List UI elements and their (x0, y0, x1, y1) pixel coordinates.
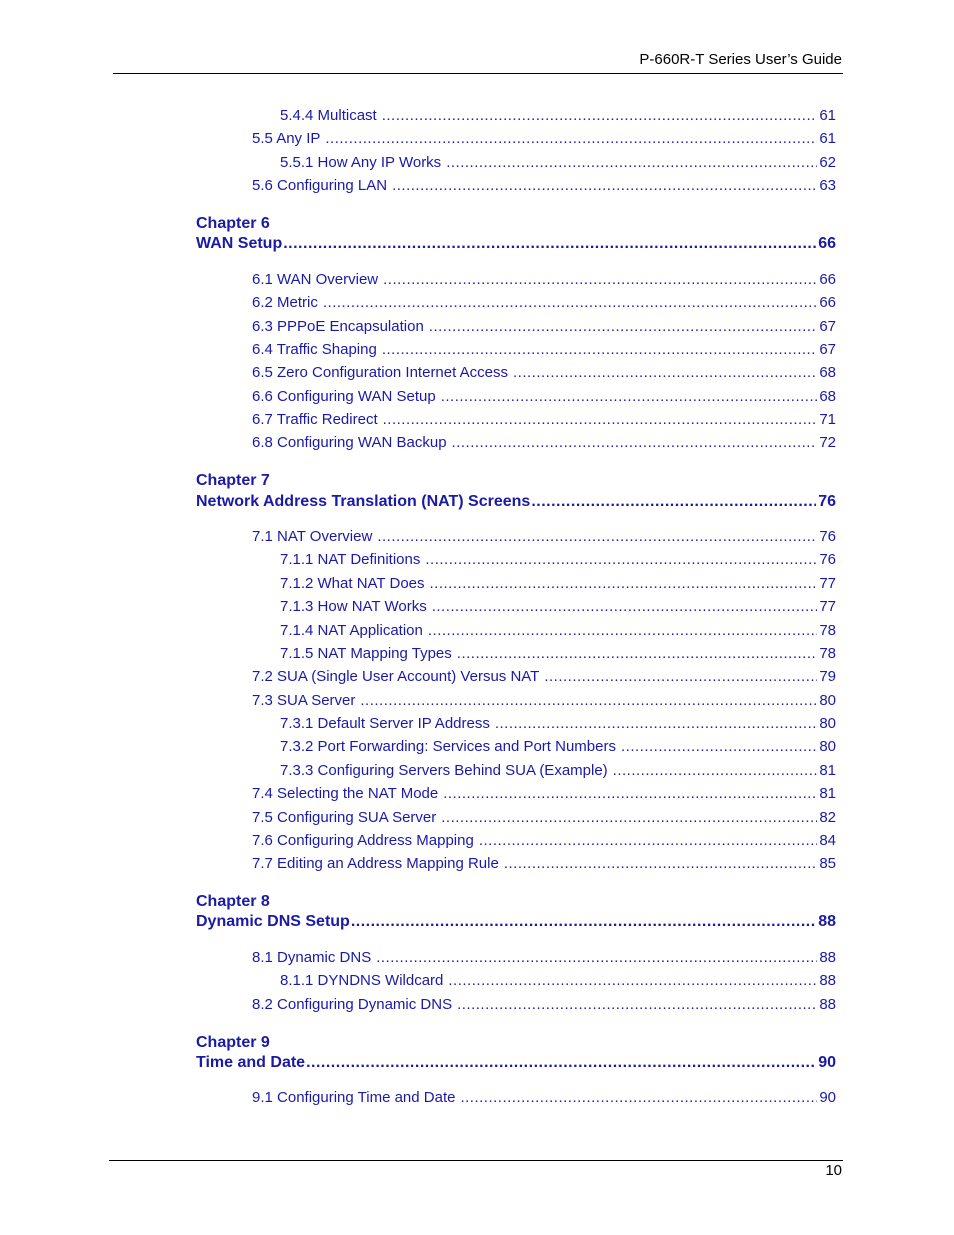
toc-entry-link[interactable] (252, 364, 836, 382)
dot-leader (382, 341, 818, 359)
toc-entry-link[interactable] (252, 411, 836, 429)
toc-entry-page-number: 80 (819, 738, 836, 755)
toc-entry-title: 6.2 Metric (252, 294, 318, 311)
toc-entry-title: 7.1.1 NAT Definitions (280, 551, 421, 568)
toc-entry-link[interactable] (280, 575, 836, 593)
toc-entry-page-number: 82 (819, 809, 836, 826)
dot-leader (392, 177, 817, 195)
dot-leader (377, 528, 817, 546)
toc-entry-page-number: 66 (819, 271, 836, 288)
dot-leader (383, 271, 817, 289)
toc-entry-link[interactable] (252, 528, 836, 546)
dot-leader (383, 411, 818, 429)
toc-entry-page-number: 81 (819, 762, 836, 779)
toc-entry-page-number: 88 (819, 972, 836, 989)
toc-entry-page-number: 71 (819, 411, 836, 428)
toc-entry-link[interactable] (252, 692, 836, 710)
toc-entry-page-number: 61 (819, 107, 836, 124)
toc-entry-page-number: 88 (819, 949, 836, 966)
toc-entry-title: 7.3.3 Configuring Servers Behind SUA (Example) (280, 762, 608, 779)
chapter-page-number: 76 (818, 493, 836, 510)
toc-entry-link[interactable] (252, 271, 836, 289)
toc-entry-page-number: 66 (819, 294, 836, 311)
toc-entry-title: 5.5 Any IP (252, 130, 321, 147)
dot-leader (448, 972, 817, 990)
toc-entry-title: 7.4 Selecting the NAT Mode (252, 785, 439, 802)
chapter-label[interactable]: Chapter 6 (196, 215, 270, 232)
toc-entry-link[interactable] (280, 715, 836, 733)
toc-entry-page-number: 79 (819, 668, 836, 685)
dot-leader (446, 154, 817, 172)
toc-entry-link[interactable] (252, 855, 836, 873)
dot-leader (441, 809, 817, 827)
toc-entry-title: 7.2 SUA (Single User Account) Versus NAT (252, 668, 540, 685)
toc-entry-link[interactable] (252, 996, 836, 1014)
toc-entry-page-number: 76 (819, 551, 836, 568)
toc-entry-title: 7.1.4 NAT Application (280, 622, 423, 639)
chapter-page-number: 66 (818, 235, 836, 252)
dot-leader (430, 575, 818, 593)
toc-entry-link[interactable] (280, 107, 836, 125)
dot-leader (360, 692, 817, 710)
chapter-title: WAN Setup (196, 235, 283, 252)
toc-entry-page-number: 80 (819, 715, 836, 732)
dot-leader (544, 668, 817, 686)
toc-entry-page-number: 78 (819, 645, 836, 662)
chapter-title: Dynamic DNS Setup (196, 913, 350, 930)
toc-entry-title: 7.7 Editing an Address Mapping Rule (252, 855, 499, 872)
chapter-label[interactable]: Chapter 7 (196, 472, 270, 489)
toc-entry-title: 7.3.2 Port Forwarding: Services and Port Numbers (280, 738, 616, 755)
toc-entry-page-number: 84 (819, 832, 836, 849)
toc-entry-link[interactable] (252, 668, 836, 686)
toc-entry-title: 8.1 Dynamic DNS (252, 949, 372, 966)
toc-entry-title: 6.3 PPPoE Encapsulation (252, 318, 424, 335)
toc-entry-page-number: 81 (819, 785, 836, 802)
toc-entry-link[interactable] (280, 154, 836, 172)
dot-leader (382, 107, 818, 125)
toc-entry-title: 7.5 Configuring SUA Server (252, 809, 437, 826)
toc-entry-page-number: 88 (819, 996, 836, 1013)
dot-leader (323, 294, 817, 312)
dot-leader (460, 1089, 817, 1107)
chapter-label[interactable]: Chapter 9 (196, 1034, 270, 1051)
toc-entry-title: 6.6 Configuring WAN Setup (252, 388, 436, 405)
chapter-title: Time and Date (196, 1054, 306, 1071)
toc-entry-page-number: 63 (819, 177, 836, 194)
toc-entry-title: 8.1.1 DYNDNS Wildcard (280, 972, 444, 989)
toc-entry-link[interactable] (252, 434, 836, 452)
header-title: P-660R-T Series User’s Guide (639, 51, 842, 68)
toc-entry-title: 7.1.5 NAT Mapping Types (280, 645, 452, 662)
toc-entry-link[interactable] (280, 551, 836, 569)
chapter-title-link[interactable] (196, 1053, 836, 1072)
toc-entry-link[interactable] (280, 622, 836, 640)
toc-entry-link[interactable] (280, 972, 836, 990)
toc-entry-title: 7.1 NAT Overview (252, 528, 373, 545)
chapter-title-link[interactable] (196, 912, 836, 931)
header-rule (113, 73, 843, 74)
dot-leader (457, 645, 818, 663)
dot-leader (432, 598, 818, 616)
footer-rule (109, 1160, 843, 1161)
dot-leader (495, 715, 817, 733)
dot-leader (452, 434, 818, 452)
toc-entry-link[interactable] (252, 318, 836, 336)
toc-entry-title: 5.6 Configuring LAN (252, 177, 388, 194)
toc-entry-page-number: 62 (819, 154, 836, 171)
toc-entry-title: 6.7 Traffic Redirect (252, 411, 378, 428)
chapter-title-link[interactable] (196, 492, 836, 511)
toc-entry-link[interactable] (252, 130, 836, 148)
toc-entry-page-number: 67 (819, 341, 836, 358)
chapter-page-number: 88 (818, 913, 836, 930)
dot-leader (441, 388, 818, 406)
page-number: 10 (825, 1162, 842, 1179)
toc-entry-page-number: 72 (819, 434, 836, 451)
dot-leader (621, 738, 817, 756)
toc-entry-link[interactable] (280, 762, 836, 780)
dot-leader (429, 318, 818, 336)
toc-entry-title: 5.4.4 Multicast (280, 107, 377, 124)
dot-leader (376, 949, 817, 967)
toc-entry-title: 7.1.3 How NAT Works (280, 598, 427, 615)
toc-entry-link[interactable] (252, 832, 836, 850)
toc-entry-page-number: 78 (819, 622, 836, 639)
toc-entry-link[interactable] (252, 809, 836, 827)
chapter-label[interactable]: Chapter 8 (196, 893, 270, 910)
toc-entry-page-number: 68 (819, 364, 836, 381)
toc-entry-page-number: 85 (819, 855, 836, 872)
toc-entry-page-number: 90 (819, 1089, 836, 1106)
toc-entry-link[interactable] (280, 645, 836, 663)
toc-entry-link[interactable] (252, 294, 836, 312)
toc-entry-title: 6.5 Zero Configuration Internet Access (252, 364, 508, 381)
dot-leader (513, 364, 817, 382)
toc-entry-page-number: 61 (819, 130, 836, 147)
toc-entry-title: 6.1 WAN Overview (252, 271, 379, 288)
toc-entry-link[interactable] (252, 341, 836, 359)
dot-leader (479, 832, 818, 850)
chapter-title: Network Address Translation (NAT) Screens (196, 493, 531, 510)
dot-leader (531, 492, 816, 511)
toc-entry-link[interactable] (252, 177, 836, 195)
toc-entry-title: 7.6 Configuring Address Mapping (252, 832, 474, 849)
dot-leader (325, 130, 817, 148)
toc-entry-page-number: 68 (819, 388, 836, 405)
dot-leader (457, 996, 817, 1014)
toc-entry-page-number: 67 (819, 318, 836, 335)
toc-entry-title: 7.3 SUA Server (252, 692, 356, 709)
toc-entry-page-number: 76 (819, 528, 836, 545)
dot-leader (504, 855, 817, 873)
toc-entry-link[interactable] (252, 949, 836, 967)
toc-entry-link[interactable] (280, 738, 836, 756)
toc-entry-page-number: 77 (819, 575, 836, 592)
dot-leader (306, 1053, 816, 1072)
dot-leader (613, 762, 818, 780)
chapter-title-link[interactable] (196, 234, 836, 253)
toc-entry-title: 7.1.2 What NAT Does (280, 575, 425, 592)
dot-leader (443, 785, 817, 803)
dot-leader (428, 622, 817, 640)
toc-entry-link[interactable] (252, 785, 836, 803)
toc-entry-link[interactable] (280, 598, 836, 616)
toc-entry-page-number: 80 (819, 692, 836, 709)
dot-leader (425, 551, 817, 569)
dot-leader (351, 912, 816, 931)
chapter-page-number: 90 (818, 1054, 836, 1071)
toc-entry-link[interactable] (252, 388, 836, 406)
toc-entry-title: 5.5.1 How Any IP Works (280, 154, 442, 171)
toc-entry-title: 6.8 Configuring WAN Backup (252, 434, 447, 451)
toc-entry-title: 6.4 Traffic Shaping (252, 341, 377, 358)
toc-entry-page-number: 77 (819, 598, 836, 615)
toc-entry-link[interactable] (252, 1089, 836, 1107)
dot-leader (283, 234, 816, 253)
toc-entry-title: 8.2 Configuring Dynamic DNS (252, 996, 453, 1013)
toc-entry-title: 7.3.1 Default Server IP Address (280, 715, 490, 732)
toc-entry-title: 9.1 Configuring Time and Date (252, 1089, 456, 1106)
